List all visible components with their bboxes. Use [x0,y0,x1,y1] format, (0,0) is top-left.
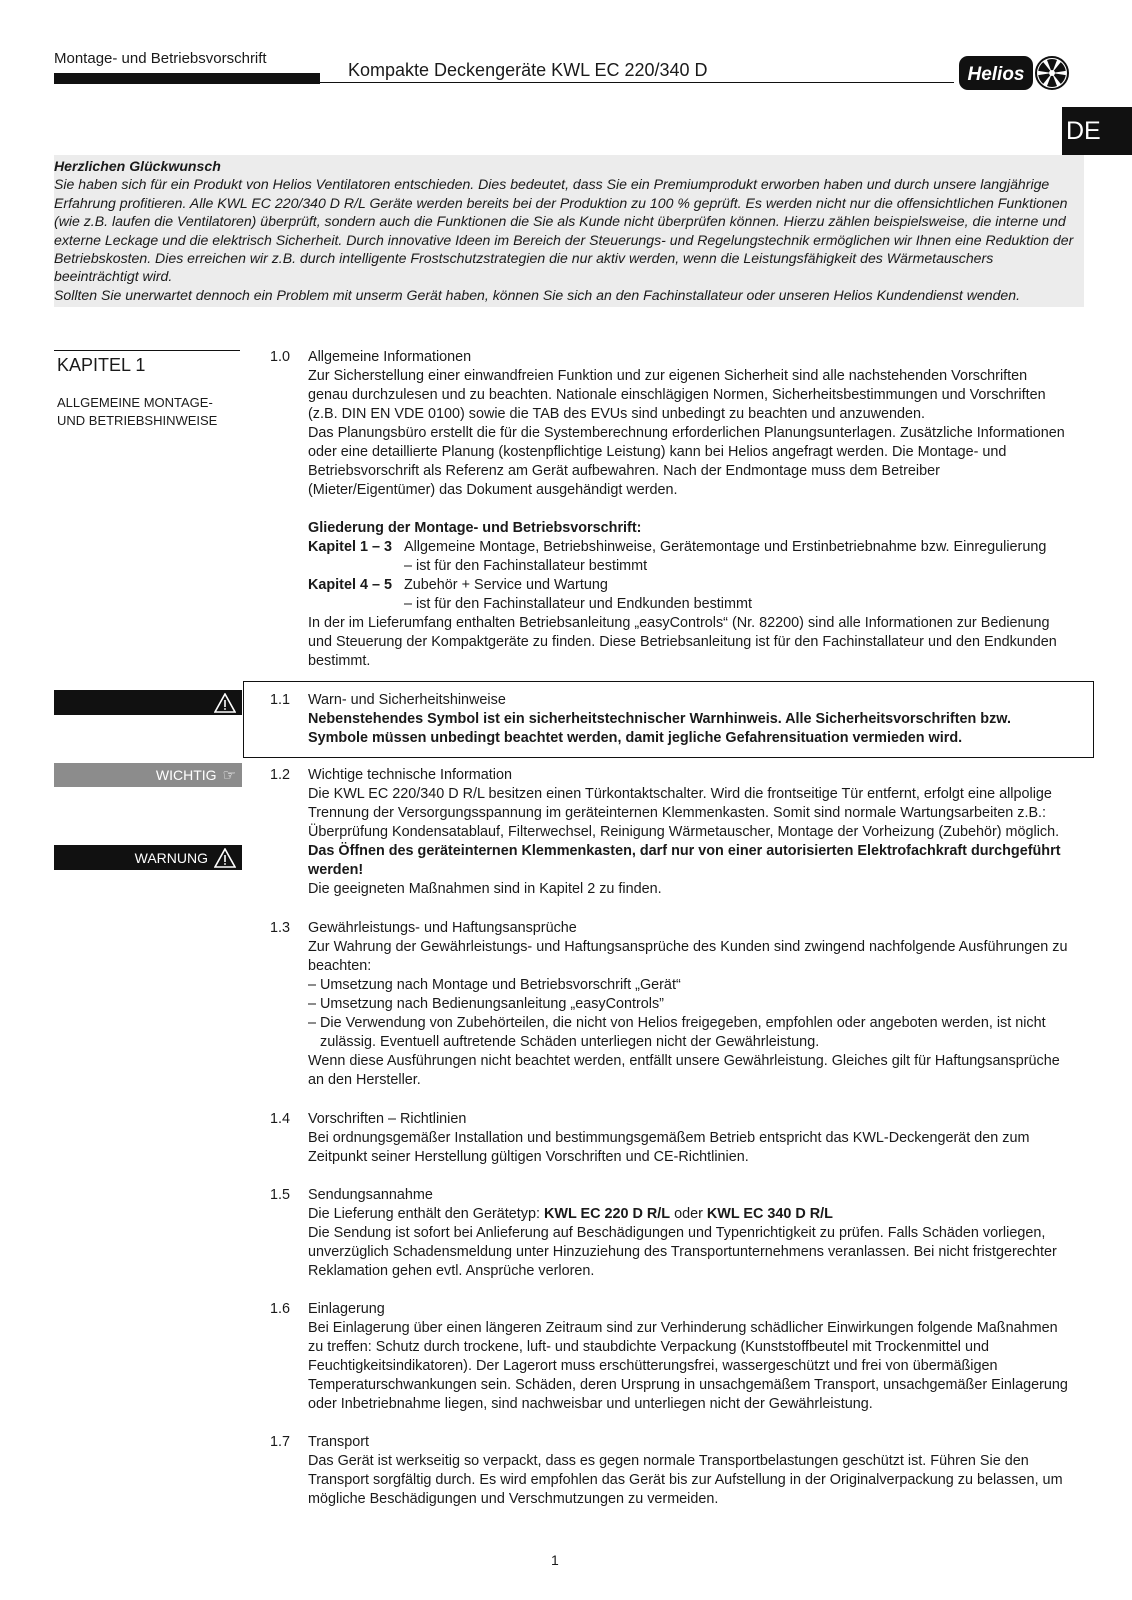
section-title: Transport [308,1434,370,1450]
warnung-text: WARNUNG [134,849,208,866]
section-1-4 [270,1110,1070,1167]
section-1-0 [270,348,1070,671]
paragraph: In der im Lieferumfang enthalten Betriebsanleitung „easyControls“ (Nr. 82200) sind alle Informationen zur Bedienung und Steuerung der Kompaktgeräte zu finden. Diese Betriebsanleitung ist für den Fachinstallateur und den Endkunden bestimmt. [308,615,1057,669]
model-220: KWL EC 220 D R/L [544,1206,671,1222]
section-number: 1.2 [270,767,291,783]
delivery-line [308,1205,1070,1224]
chapter-subtitle-line-1: ALLGEMEINE MONTAGE- [57,395,213,410]
section-1-2 [270,766,1070,899]
chapter-title: KAPITEL 1 [57,355,146,375]
section-1-3 [270,919,1070,1090]
chapter-rule [54,350,240,351]
section-number: 1.1 [270,692,291,708]
intro-text-2: Sollten Sie unerwartet dennoch ein Problem mit unserm Gerät haben, können Sie sich an den Fachinstallateur oder unseren Helios Kundendienst wenden. [54,286,1021,303]
structure-text: Zubehör + Service und Wartung [404,577,608,593]
intro-heading: Herzlichen Glückwunsch [54,158,221,174]
list-item: – Die Verwendung von Zubehörteilen, die nicht von Helios freigegeben, empfohlen oder angeboten werden, ist nicht zulässig. Eventuell auftretende Schäden unterliegen nicht der Gewährleistung. [308,1015,1046,1050]
structure-sub: – ist für den Fachinstallateur bestimmt [404,558,648,574]
intro-box [54,155,1084,307]
section-number: 1.3 [270,920,291,936]
section-title: Sendungsannahme [308,1187,433,1203]
section-title: Allgemeine Informationen [308,349,472,365]
section-number: 1.6 [270,1301,291,1317]
structure-key: Kapitel 4 – 5 [308,577,392,593]
structure-heading: Gliederung der Montage- und Betriebsvorschrift: [308,520,642,536]
paragraph: Die KWL EC 220/340 D R/L besitzen einen Türkontaktschalter. Wird die frontseitige Tür entfernt, erfolgt eine allpolige Trennung der Versorgungsspannung im geräteinternen Klemmenkasten. Somit sind normale Wartungsarbeiten z.B.: Überprüfung Kondensatablauf, Filterwechsel, Reinigung Wärmetauscher, Montage der Vorheizung (Zubehör) möglich. [308,786,1060,840]
warning-triangle-icon [214,848,236,868]
delivery-mid: oder [670,1206,707,1222]
chapter-subtitle-line-2: UND BETRIEBSHINWEISE [57,413,218,428]
structure-text: Allgemeine Montage, Betriebshinweise, Gerätemontage und Erstinbetriebnahme bzw. Einregulierung [404,539,1047,555]
section-1-1 [270,691,1070,748]
delivery-pre: Die Lieferung enthält den Gerätetyp: [308,1206,544,1222]
document-title: Kompakte Deckengeräte KWL EC 220/340 D [348,60,708,80]
section-number: 1.5 [270,1187,291,1203]
header-rule [320,82,954,83]
section-1-6 [270,1300,1070,1414]
model-340: KWL EC 340 D R/L [706,1206,833,1222]
paragraph: Das Planungsbüro erstellt die für die Systemberechnung erforderlichen Planungsunterlagen. Zusätzliche Informationen oder eine detaillierte Planung (kostenpflichtige Leistung) kann bei Helios angefragt werden. Die Montage- und Betriebsvorschrift als Referenz am Gerät aufbewahren. Nach der Endmontage muss dem Betreiber (Mieter/Eigentümer) das Dokument ausgehändigt werden. [308,425,1065,498]
wichtig-text: WICHTIG [155,767,217,783]
warning-text: Das Öffnen des geräteinternen Klemmenkasten, darf nur von einer autorisierten Elektrofachkraft durchgeführt werden! [308,843,1061,878]
pointing-hand-icon: ☞ [222,767,236,784]
warning-triangle-icon [214,693,236,713]
paragraph: Bei Einlagerung über einen längeren Zeitraum sind zur Verhinderung schädlicher Einwirkungen folgende Maßnahmen zu treffen: Schutz durch trockene, luft- und staubdichte Verpackung (Kunststoffbeutel mit Trockenmittel und Feuchtigkeitsindikatoren). Der Lagerort muss erschütterungsfrei, wassergeschützt und frei von übermäßigen Temperaturschwankungen sein. Schäden, deren Ursprung in unsachgemäßem Transport, unsachgemäßer Einlagerung oder Inbetriebnahme liegen, sind nachweisbar und unterliegen nicht der Gewährleistung. [308,1320,1068,1412]
paragraph: Das Gerät ist werkseitig so verpackt, dass es gegen normale Transportbelastungen geschützt ist. Führen Sie den Transport sorgfältig durch. Es wird empfohlen das Gerät bis zur Aufstellung in der Originalverpackung zu belassen, um mögliche Beschädigungen und Verschmutzungen zu vermeiden. [308,1453,1063,1507]
header-bar [54,73,320,84]
paragraph: Bei ordnungsgemäßer Installation und bestimmungsgemäßem Betrieb entspricht das KWL-Deckengerät den zum Zeitpunkt seiner Herstellung gültigen Vorschriften und CE-Richtlinien. [308,1130,1030,1165]
safety-notice-text: Nebenstehendes Symbol ist ein sicherheitstechnischer Warnhinweis. Alle Sicherheitsvorschriften bzw. Symbole müssen unbedingt beachtet werden, damit jegliche Gefahrensituation vermieden wird. [308,711,1011,746]
paragraph: Die Sendung ist sofort bei Anlieferung auf Beschädigungen und Typenrichtigkeit zu prüfen. Falls Schäden vorliegen, unverzüglich Schadensmeldung unter Hinzuziehung des Transportunternehmens veranlassen. Bei nicht fristgerechter Reklamation gehen evtl. Ansprüche verloren. [308,1225,1057,1279]
warnung-label [54,845,242,870]
section-title: Wichtige technische Information [308,767,512,783]
list-item: – Umsetzung nach Montage und Betriebsvorschrift „Gerät“ [308,977,681,993]
section-number: 1.0 [270,349,291,365]
section-title: Warn- und Sicherheitshinweise [308,692,506,708]
section-title: Vorschriften – Richtlinien [308,1111,467,1127]
section-1-7 [270,1433,1070,1509]
structure-item [308,538,1070,557]
paragraph: Wenn diese Ausführungen nicht beachtet werden, entfällt unsere Gewährleistung. Gleiches gilt für Haftungsansprüche an den Hersteller. [308,1053,1060,1088]
helios-logo [958,54,1072,92]
paragraph: Die geeigneten Maßnahmen sind in Kapitel 2 zu finden. [308,881,662,897]
document-type: Montage- und Betriebsvorschrift [54,50,267,67]
paragraph: Zur Sicherstellung einer einwandfreien Funktion und zur eigenen Sicherheit sind alle nachstehenden Vorschriften genau durchzulesen und zu beachten. Nationale einschlägigen Normen, Sicherheitsbestimmungen und Vorschriften (z.B. DIN EN VDE 0100) sowie die TAB des EVUs sind unbedingt zu beachten und anzuwenden. [308,368,1046,422]
paragraph: Zur Wahrung der Gewährleistungs- und Haftungsansprüche des Kunden sind zwingend nachfolgende Ausführungen zu beachten: [308,939,1068,974]
list-item: – Umsetzung nach Bedienungsanleitung „easyControls” [308,996,664,1012]
section-1-5 [270,1186,1070,1281]
structure-sub: – ist für den Fachinstallateur und Endkunden bestimmt [404,596,752,612]
wichtig-label [54,763,242,787]
chapter-subtitle [57,394,217,430]
logo-text: Helios [967,64,1025,85]
warning-symbol-label [54,690,242,715]
structure-item [308,576,1070,595]
structure-key: Kapitel 1 – 3 [308,539,392,555]
page-number: 1 [551,1552,559,1568]
section-number: 1.4 [270,1111,291,1127]
section-title: Einlagerung [308,1301,385,1317]
language-tab: DE [1062,107,1132,155]
section-number: 1.7 [270,1434,291,1450]
section-title: Gewährleistungs- und Haftungsansprüche [308,920,577,936]
fan-icon [1036,57,1068,89]
intro-text: Sie haben sich für ein Produkt von Helios Ventilatoren entschieden. Dies bedeutet, dass Sie ein Premiumprodukt erworben haben und durch unsere langjährige Erfahrung profitieren. Alle KWL EC 220/340 D R/L Geräte werden bereits bei der Produktion zu 100 % geprüft. Es werden nicht nur die offensichtlichen Funktionen (wie z.B. laufen die Ventilatoren) überprüft, sondern auch die Funktionen die Sie als Kunde nicht überprüfen können. Hierzu zählen beispielsweise, die interne und externe Leckage und die elektrisch Sicherheit. Durch innovative Ideen im Bereich der Steuerungs- und Regelungstechnik ermöglichen wir Ihnen eine Reduktion der Betriebskosten. Dies erreichen wir z.B. durch intelligente Frostschutzstrategien die nur aktiv werden, wenn die Leistungsfähigkeit des Wärmetauschers beeinträchtigt wird. [54,176,1074,285]
